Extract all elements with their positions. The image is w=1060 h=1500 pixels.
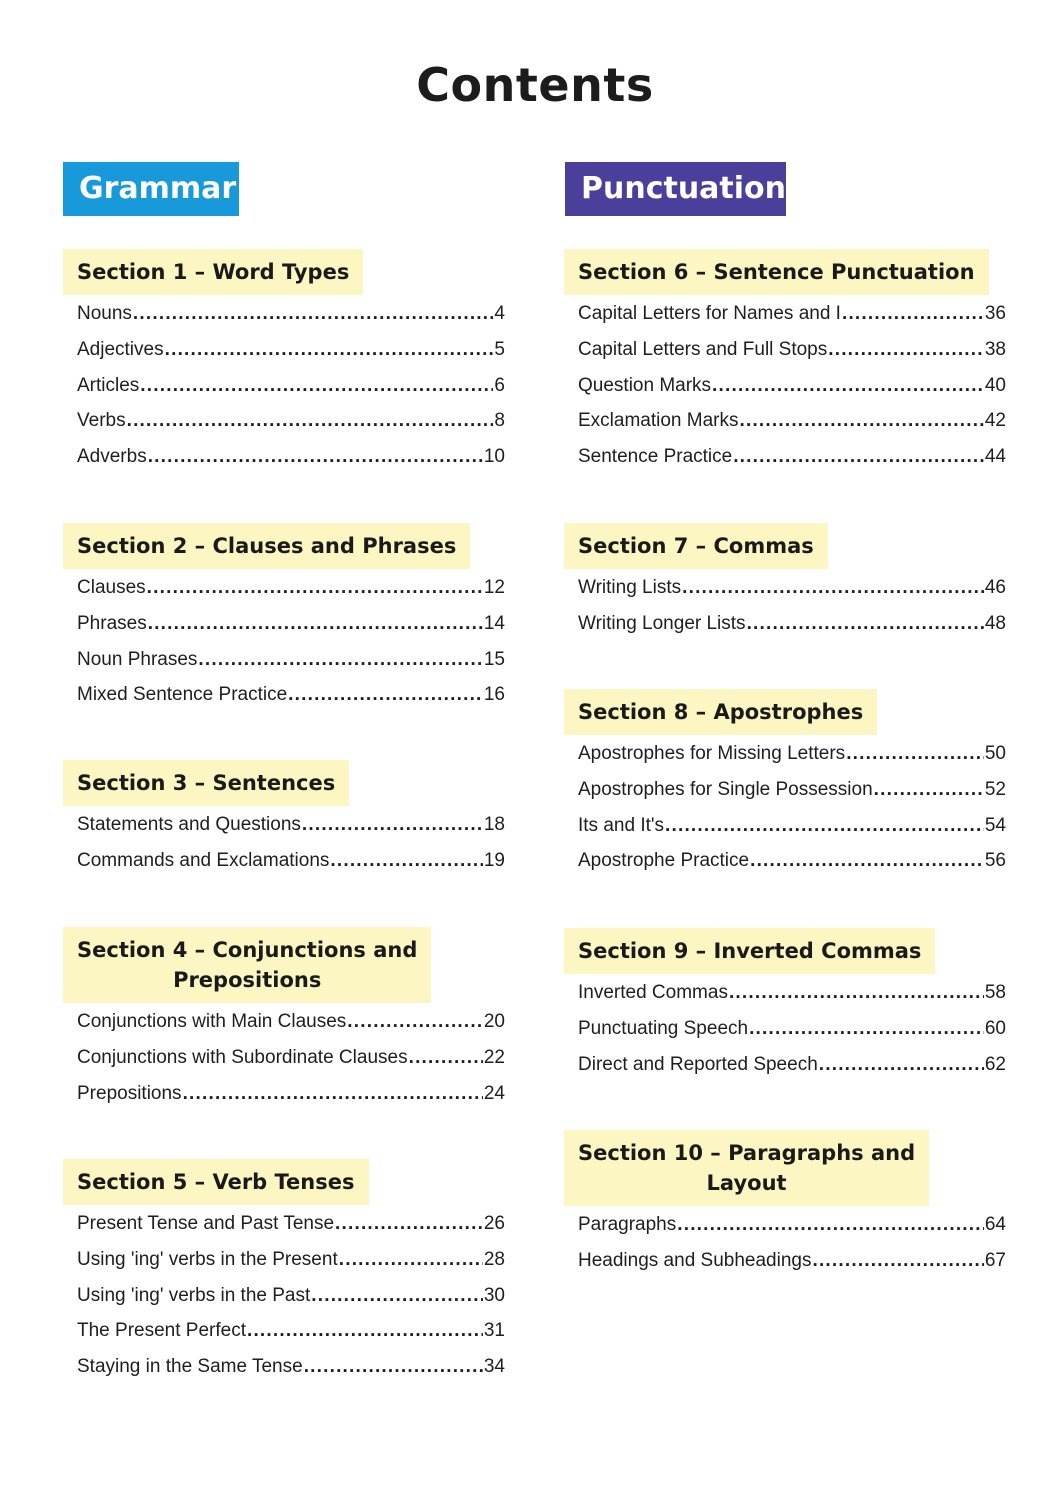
entry-label: Commands and Exclamations	[77, 849, 330, 871]
dot-leader	[729, 982, 984, 1004]
toc-entry[interactable]	[564, 577, 1006, 613]
page-number: 20	[483, 1011, 505, 1032]
dot-leader	[750, 850, 984, 872]
toc-entry[interactable]	[564, 1250, 1006, 1286]
page-number: 5	[494, 338, 505, 360]
entry-label: Its and It's	[578, 814, 665, 836]
toc-entry[interactable]	[63, 613, 505, 649]
toc-entry[interactable]	[564, 303, 1006, 339]
dot-leader	[828, 339, 984, 361]
section-heading: Section 1 – Word Types	[63, 249, 363, 295]
page-number: 60	[984, 1017, 1006, 1039]
entry-label: Present Tense and Past Tense	[77, 1213, 335, 1234]
toc-entry[interactable]	[63, 1320, 505, 1356]
page-number: 40	[984, 374, 1006, 396]
toc-entry[interactable]	[63, 850, 505, 886]
entry-label: Clauses	[77, 577, 146, 598]
page-number: 14	[483, 612, 505, 634]
section-3-sentences	[63, 760, 505, 886]
section-8-apostrophes	[564, 689, 1006, 886]
entry-label: Apostrophes for Missing Letters	[578, 743, 846, 764]
dot-leader	[302, 814, 483, 836]
entry-label: Using 'ing' verbs in the Present	[77, 1248, 338, 1270]
page-number: 12	[483, 577, 505, 598]
entry-label: Statements and Questions	[77, 814, 301, 835]
toc-entry[interactable]	[564, 613, 1006, 649]
dot-leader	[347, 1011, 483, 1033]
entry-label: Articles	[77, 374, 140, 396]
dot-leader	[140, 375, 493, 397]
page-number: 44	[984, 446, 1006, 468]
entry-label: Exclamation Marks	[578, 410, 739, 432]
dot-leader	[247, 1320, 483, 1342]
section-heading-line2: Prepositions	[173, 968, 322, 992]
dot-leader	[749, 1018, 984, 1040]
entry-label: Verbs	[77, 410, 126, 432]
toc-entry[interactable]	[564, 982, 1006, 1018]
toc-entry[interactable]	[63, 303, 505, 339]
toc-entry[interactable]	[564, 1054, 1006, 1090]
page-number: 62	[984, 1053, 1006, 1075]
toc-entry[interactable]	[63, 1047, 505, 1083]
toc-entry[interactable]	[63, 577, 505, 613]
section-heading: Section 2 – Clauses and Phrases	[63, 523, 470, 569]
entry-label: Paragraphs	[578, 1214, 677, 1235]
dot-leader	[127, 410, 494, 432]
section-heading: Section 3 – Sentences	[63, 760, 349, 806]
page-number: 54	[984, 814, 1006, 836]
section-6-sentence-punctuation	[564, 249, 1006, 482]
entry-label: Adverbs	[77, 446, 147, 468]
page-number: 58	[984, 982, 1006, 1003]
toc-entry[interactable]	[63, 410, 505, 446]
dot-leader	[677, 1214, 984, 1236]
entry-label: Conjunctions with Subordinate Clauses	[77, 1046, 408, 1068]
page-title: Contents	[416, 58, 654, 112]
page-number: 42	[984, 410, 1006, 432]
entry-label: Writing Lists	[578, 577, 682, 598]
toc-entry[interactable]	[63, 814, 505, 850]
section-10-paragraphs-layout	[564, 1130, 1006, 1286]
toc-entry[interactable]	[63, 1356, 505, 1392]
toc-entry[interactable]	[564, 1018, 1006, 1054]
dot-leader	[148, 446, 483, 468]
page-number: 38	[984, 338, 1006, 360]
page-number: 50	[984, 743, 1006, 764]
entry-label: Noun Phrases	[77, 648, 198, 670]
section-9-inverted-commas	[564, 928, 1006, 1089]
section-5-verb-tenses	[63, 1159, 505, 1392]
dot-leader	[148, 613, 483, 635]
entry-label: Question Marks	[578, 374, 712, 396]
section-heading-line1: Section 4 – Conjunctions and	[77, 938, 418, 962]
page-number: 64	[984, 1214, 1006, 1235]
toc-entry[interactable]	[63, 649, 505, 685]
dot-leader	[712, 375, 984, 397]
section-7-commas	[564, 523, 1006, 649]
dot-leader	[846, 743, 984, 765]
category-punctuation-header: Punctuation	[565, 162, 786, 216]
toc-entry[interactable]	[564, 339, 1006, 375]
page-number: 67	[984, 1249, 1006, 1271]
dot-leader	[733, 446, 984, 468]
dot-leader	[165, 339, 494, 361]
entry-label: Adjectives	[77, 338, 164, 360]
section-heading: Section 5 – Verb Tenses	[63, 1159, 369, 1205]
toc-entry[interactable]	[564, 446, 1006, 482]
toc-entry[interactable]	[564, 815, 1006, 851]
entry-label: Direct and Reported Speech	[578, 1053, 818, 1075]
dot-leader	[842, 303, 984, 325]
entry-label: Punctuating Speech	[578, 1017, 749, 1039]
dot-leader	[874, 779, 984, 801]
section-heading: Section 9 – Inverted Commas	[564, 928, 935, 974]
page-number: 56	[984, 850, 1006, 872]
toc-entry[interactable]	[564, 410, 1006, 446]
entry-label: Capital Letters and Full Stops	[578, 338, 828, 360]
page-number: 19	[483, 849, 505, 871]
section-heading: Section 6 – Sentence Punctuation	[564, 249, 989, 295]
entry-label: Phrases	[77, 612, 147, 634]
page-number: 10	[483, 446, 505, 468]
dot-leader	[812, 1250, 983, 1272]
section-heading	[564, 1130, 929, 1206]
section-1-word-types	[63, 249, 505, 482]
entry-label: Staying in the Same Tense	[77, 1356, 303, 1378]
toc-entry[interactable]	[63, 1213, 505, 1249]
entry-label: The Present Perfect	[77, 1320, 246, 1342]
toc-entry[interactable]	[63, 684, 505, 720]
entry-label: Headings and Subheadings	[578, 1249, 812, 1271]
toc-entry[interactable]	[63, 1249, 505, 1285]
dot-leader	[339, 1249, 483, 1271]
dot-leader	[198, 649, 482, 671]
page-number: 24	[483, 1082, 505, 1104]
entry-label: Prepositions	[77, 1082, 182, 1104]
page-number: 34	[483, 1356, 505, 1378]
dot-leader	[133, 303, 494, 325]
page-number: 46	[984, 577, 1006, 598]
dot-leader	[665, 815, 984, 837]
page-number: 18	[483, 814, 505, 835]
page-number: 15	[483, 648, 505, 670]
toc-entry[interactable]	[63, 446, 505, 482]
entry-label: Apostrophe Practice	[578, 850, 750, 872]
dot-leader	[311, 1285, 483, 1307]
toc-entry[interactable]	[63, 1011, 505, 1047]
dot-leader	[183, 1083, 483, 1105]
dot-leader	[747, 613, 984, 635]
dot-leader	[304, 1356, 483, 1378]
page-number: 30	[483, 1284, 505, 1306]
toc-entry[interactable]	[564, 779, 1006, 815]
page-number: 22	[483, 1046, 505, 1068]
dot-leader	[740, 410, 984, 432]
toc-entry[interactable]	[63, 1285, 505, 1321]
page-number: 6	[494, 374, 505, 396]
dot-leader	[288, 684, 483, 706]
entry-label: Sentence Practice	[578, 446, 733, 468]
section-2-clauses-phrases	[63, 523, 505, 720]
section-heading-line2: Layout	[706, 1171, 787, 1195]
page-number: 52	[984, 778, 1006, 800]
section-4-conjunctions-prepositions	[63, 927, 505, 1118]
toc-entry[interactable]	[564, 850, 1006, 886]
toc-entry[interactable]	[564, 743, 1006, 779]
entry-label: Conjunctions with Main Clauses	[77, 1011, 347, 1032]
category-grammar-header: Grammar	[63, 162, 239, 216]
page-number: 36	[984, 303, 1006, 324]
page-number: 16	[483, 684, 505, 706]
entry-label: Writing Longer Lists	[578, 612, 746, 634]
dot-leader	[819, 1054, 984, 1076]
toc-entry[interactable]	[564, 375, 1006, 411]
dot-leader	[330, 850, 482, 872]
entry-label: Capital Letters for Names and I	[578, 303, 841, 324]
page-number: 26	[483, 1213, 505, 1234]
section-heading-line1: Section 10 – Paragraphs and	[578, 1141, 916, 1165]
dot-leader	[682, 577, 984, 599]
entry-label: Nouns	[77, 303, 132, 324]
toc-entry[interactable]	[63, 375, 505, 411]
entry-label: Mixed Sentence Practice	[77, 684, 288, 706]
dot-leader	[409, 1047, 483, 1069]
entry-label: Apostrophes for Single Possession	[578, 778, 873, 800]
page-number: 48	[984, 612, 1006, 634]
section-heading: Section 7 – Commas	[564, 523, 828, 569]
section-heading: Section 8 – Apostrophes	[564, 689, 877, 735]
toc-entry[interactable]	[564, 1214, 1006, 1250]
toc-entry[interactable]	[63, 1083, 505, 1119]
page-number: 4	[494, 303, 505, 324]
dot-leader	[147, 577, 483, 599]
entry-label: Using 'ing' verbs in the Past	[77, 1284, 311, 1306]
entry-label: Inverted Commas	[578, 982, 728, 1003]
dot-leader	[335, 1213, 483, 1235]
section-heading	[63, 927, 431, 1003]
page-number: 31	[483, 1320, 505, 1342]
toc-entry[interactable]	[63, 339, 505, 375]
page-number: 28	[483, 1248, 505, 1270]
page-number: 8	[494, 410, 505, 432]
